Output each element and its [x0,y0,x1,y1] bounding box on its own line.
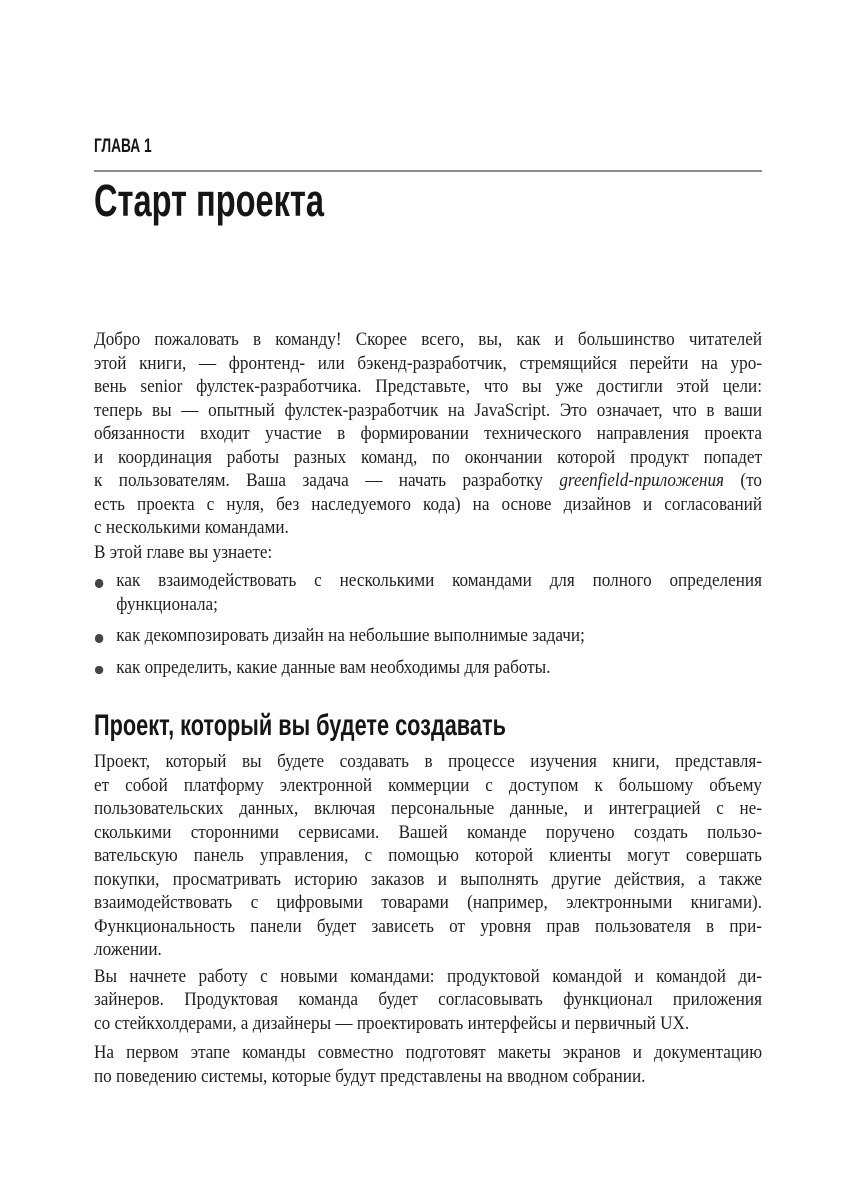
section-paragraph-2 [94,966,762,1037]
section-heading [94,710,762,742]
text-line: со стейкхолдерами, а дизайнеры — проектировать интерфейсы и первичный UX. [94,1013,690,1034]
text-line: взаимодействовать с цифровыми товарами (например, электронными книгами). [94,893,763,913]
learn-item [94,625,762,649]
text-line: Проект, который вы будете создавать в процессе изучения книги, представля- [94,752,763,772]
text-line: вень senior фулстек-разработчика. Представьте, что вы уже достигли этой цели: [94,377,763,397]
learn-lead: В этой главе вы узнаете: [94,542,273,563]
intro-paragraph [94,329,762,541]
chapter-rule [94,170,762,172]
text-line: как определить, какие данные вам необходимы для работы. [116,657,551,678]
text-line: На первом этапе команды совместно подготовят макеты экранов и документацию [94,1043,763,1063]
chapter-title-text: Старт проекта [94,175,324,226]
text-line: ет собой платформу электронной коммерции с доступом к большому объему [94,775,763,796]
chapter-title [94,175,762,226]
learn-list [94,570,762,680]
text-line: пользовательских данных, включая персональные данные, и интеграцией с не- [94,799,763,819]
chapter-label [94,137,762,157]
content-column [94,0,762,1089]
text-line: покупки, просматривать историю заказов и выполнять другие действия, а также [94,869,763,890]
text-line: к пользователям. Ваша задача — начать разработку greenfield-приложения (то [94,471,763,491]
learn-item-text [116,625,762,649]
text-line: как взаимодействовать с несколькими командами для полного определения [116,571,763,591]
section-heading-text: Проект, который вы будете создавать [94,709,506,742]
text-line: теперь вы — опытный фулстек-разработчик на JavaScript. Это означает, что в ваши [94,400,763,421]
text-line: этой книги, — фронтенд- или бэкенд-разработчик, стремящийся перейти на уро- [94,353,763,374]
section-paragraph-1 [94,751,762,963]
text-line: Функциональность панели будет зависеть от уровня прав пользователя в при- [94,916,763,937]
section-paragraph-3 [94,1042,762,1089]
text-line: зайнеров. Продуктовая команда будет согласовывать функционал приложения [94,990,763,1010]
text-line: сколькими сторонними сервисами. Вашей команде поручено создать пользо- [94,822,763,843]
chapter-label-text: ГЛАВА 1 [94,136,152,157]
text-line: есть проекта с нуля, без наследуемого кода) на основе дизайнов и согласований [94,494,763,515]
learn-item-text [116,570,762,617]
text-line: Вы начнете работу с новыми командами: продуктовой командой и командой ди- [94,966,763,987]
learn-item [94,570,762,617]
text-line: обязанности входит участие в формировании технического направления проекта [94,424,763,444]
bullet-icon [95,634,103,643]
bullet-icon [95,579,103,588]
text-line: вательскую панель управления, с помощью которой клиенты могут совершать [94,846,763,866]
text-line: и координация работы разных команд, по окончании которой продукт попадет [94,447,763,468]
text-line: функционала; [116,594,218,615]
text-line: как декомпозировать дизайн на небольшие выполнимые задачи; [116,626,585,646]
text-line: Добро пожаловать в команду! Скорее всего, вы, как и большинство читателей [94,330,763,350]
learn-item-text [116,657,762,681]
text-line: по поведению системы, которые будут представлены на вводном собрании. [94,1066,646,1087]
learn-item [94,657,762,681]
text-line: с несколькими командами. [94,518,289,538]
bullet-icon [95,666,103,675]
text-line: ложении. [94,940,162,960]
